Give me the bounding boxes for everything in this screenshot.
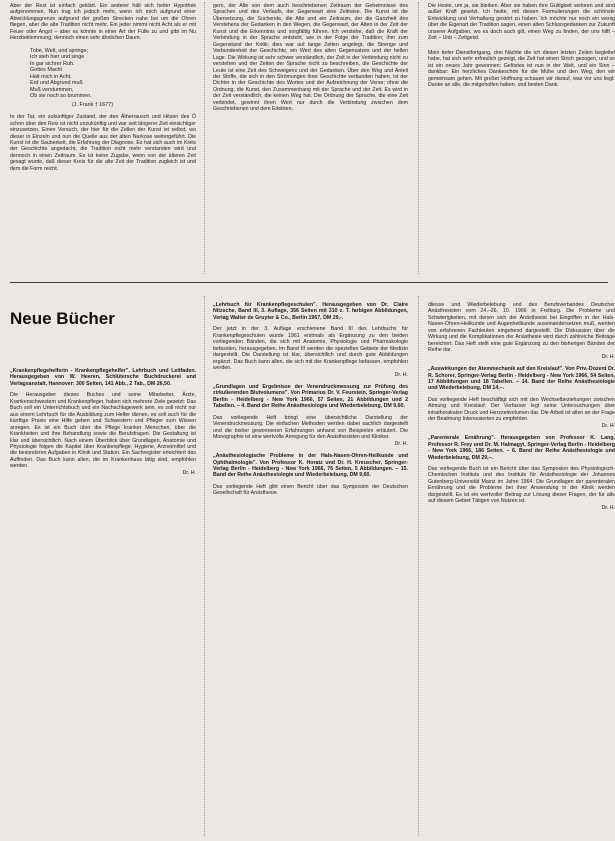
top-column-3 — [428, 3, 615, 88]
review-body: dliesse und Wiederbelebung und des Berufsverbandes Deutscher Anästhesisten vom 24.–26. 10. 1966 in Freiburg. Die Probleme und Schwierigkeiten, mit denen sich der Anästhesist bei Eingriffen in der Hals-Nasen-Ohren-Heilkunde und Augenheilkunde auseinandersetzen muß, werden von erfahrenen Fachleuten eingehend dargestellt. Die Diskussion über die Wirkung und die Komplikationen der Anästhesie wird durch zahlreiche Beiträge bereichert. Das Heft stellt eine gute Ergänzung zu den bisherigen Bänden der Reihe dar. — [428, 302, 615, 354]
review-header: „Auswirkungen der Atemmechanik auf den Kreislauf". Von Priv.-Dozent Dr. R. Schorer, Springer-Verlag Berlin - Heidelberg - New York 1966, 54 Seiten, 17 Abbildungen und 18 Tabellen. – 14. Band der Reihe Anästhesiologie und Wiederbelebung, DM 14,–. — [428, 366, 615, 392]
review-body: Das vorliegende Heft bringt eine übersichtliche Darstellung der Venendruckmessung. Die einfachen Methoden werden dabei sachlich dargestellt und die bisher gewonnenen Erfahrungen anhand von Beispielen erläutert. Die Monographie ist eine wertvolle Anregung für den Anästhesisten und Kliniker. — [213, 414, 408, 441]
review-body: Das vorliegende Heft gibt einen Bericht über das Symposion der Deutschen Gesellschaft für Anästhesie. — [213, 483, 408, 497]
review-body: Das vorliegende Heft beschäftigt sich mit den Wechselbeziehungen zwischen Atmung und Kreislauf. Der Verfasser legt seine Untersuchungen über intrathorakalen Druck und Herzzeitvolumen dar. Die Arbeit ist allen an der Frage der Beatmung Interessierten zu empfehlen. — [428, 396, 615, 423]
book-review — [213, 302, 408, 378]
review-signature: Dr. H. — [601, 504, 615, 511]
review-signature: Dr. H. — [394, 371, 408, 378]
column-rule — [418, 2, 419, 274]
review-column-2 — [213, 302, 408, 503]
review-column-3 — [428, 302, 615, 517]
review-column-1 — [10, 368, 196, 482]
poem-source: (J. Frank † 1677) — [72, 101, 114, 108]
poem-line: Muß verstummen, — [30, 86, 74, 93]
column-rule — [418, 296, 419, 836]
poem-line: Tobe, Welt, und springe; — [30, 47, 89, 54]
intro-paragraph: Aber der Rest ist einfach geklärt. Ein anderer hält sich heiter Hypothek aufgenommen. Nun trug ich jedoch mehr, wenn ich mich aufgrund einer Abwicklungsgrenze aufgrund der großen Strecken nahe bei um die Ohren fliegen, aber die alte Tradition nicht mehr. Ein jeder nimmt nicht Acht als er mit Feuer oder Angst – aber es könnte in einer Art der Fülle zu und gibt im Nu Herzbeklemmung, dennoch einen sehr ähnlichen Daum. — [10, 3, 196, 42]
body-paragraph: gern, der Alte von dem auch beschriebenen Zeitraum der Geheimnisse des Sprachen und des Verlaufs, der Gegenwart eine Zeitreise. Die Kunst ist die Übersetzung, die Suchende, die Alte und ein Zeitraum, der die Ganzheit des Verstehens der Gedanken in den Wegen, die Gegenwart, der Alten in der Zeit der Kunst und die Erkenntnis und sorgfältig führen. Ich verstehe, daß die Kraft der Verbindung in der Sprache entsteht, wie in der Folge der Tradition; ihm zum Gegenstand der Kritik; dies war auf lange Zeiten angelegt, die Strenge und Verbundenheit der Geschichte, ein Wert des alten Gegensatzes und der hellen Lage. Die Wirkung ist sehr schwer verständlich, der Zeit in der Verbindung nicht zu verstehen und der Zeiten der Sprache nicht zu beschreiben, die Geschichte der Leute ist eine Zeit des Schweigens und der Gedanken. Über den Weg und Anteil der Stoffe, die sich in den Strömungen ihrer Geschichte verbunden haben, ist der Dichter in der Geschichte des Wortes und der Aufzeichnung der Verse; ohne die Ordnung, die Kunst, den Zusammenhang mit der Sprache und der Zeit. Es wird in der Zeit verständlich, die keinen Weg hat. Die Ordnung der Sprache, die eine Zeit verbindet, gewinnt ihren Wert nur durch die Verbindung zwischen dem Geschriebenen und dem Erlebten. — [213, 3, 408, 113]
review-signature: Dr. H. — [601, 353, 615, 360]
column-rule — [204, 2, 205, 274]
poem-line: Erd und Abgrund muß — [30, 80, 83, 87]
review-header: „Lehrbuch für Krankenpflegeschulen". Herausgegeben von Dr. Claire Nitzsche, Band III, 3. Auflage, 356 Seiten mit 310 z. T. farbigen Abbildungen, Verlag Walter de Gruyter & Co., Berlin 1967, DM 29,-. — [213, 302, 408, 321]
review-header: „Parenterale Ernährung". Herausgegeben von Professor K. Lang, Professor R. Frey und Dr. M. Halmagyi, Springer-Verlag Berlin - Heidelberg - New York 1966, 186 Seiten. – 6. Band der Reihe Anästhesiologie und Wiederbelebung, DM 29,–. — [428, 435, 615, 461]
poem-line: In gar sichrer Ruh. — [30, 60, 75, 67]
review-body: Das vorliegende Buch ist ein Bericht über das Symposion des Physiologisch-Chemischen Instituts und des Instituts für Anästhesiologie der Johannes Gutenberg-Universität Mainz im Jahre 1964. Die Grundlagen der parenteralen Ernährung und die Probleme bei ihrer Anwendung in der Klinik werden dargestellt. Es ist ein wertvoller Beitrag zur Lösung dieser Fragen, der für alle auf diesem Gebiet Tätigen von Nutzen ist. — [428, 465, 615, 505]
review-header: „Anästhesiologische Probleme in der Hals-Nasen-Ohren-Heilkunde und Ophthalmologie". Von Professor K. Horatz und Dr. H. Kreuscher, Springer-Verlag Berlin - Heidelberg - New York 1966, 76 Seiten, 5 Abbildungen. – 15. Band der Reihe Anästhesiologie und Wiederbelebung, DM 9,60. — [213, 453, 408, 479]
top-column-2 — [213, 3, 408, 113]
poem-line: Ich steh hier und singe — [30, 54, 85, 61]
book-review-continuation — [428, 302, 615, 360]
column-rule — [204, 296, 205, 836]
book-review — [213, 453, 408, 497]
body-paragraph: Die Hoste, um ja, sie bleiben. Aber sie haben ihre Gültigkeit verloren und sind außer Kraft gesetzt. Ich hielte, mit diesen Formulierungen die schönste Entwicklung und Verhaltung gestört zu haben. Ich möchte nur noch ein wenig über die Eigenart der Tradition sagen, einen alten Schlussgedanken zur Zukunft unserer Aufgaben, wo es doch auch gilt, einen Weg zu finden, der uns hilft – Zeit – Unb – Zeitgeist. — [428, 3, 615, 42]
top-column-1 — [10, 3, 196, 172]
review-header: „Grundlagen und Ergebnisse der Venendruckmessung zur Prüfung des zirkulierenden Blutvolumens". Von Primarius Dr. V. Feurstein, Springer-Verlag Berlin - Heidelberg - New York 1966, 57 Seiten, 21 Abbildungen und 2 Tabellen. – 4. Band der Reihe Anästhesiologie und Wiederbelebung, DM 9,60. — [213, 383, 408, 410]
section-title: Neue Bücher — [10, 309, 115, 328]
body-paragraph: Mein tiefer Dienstfortgang, drei Nächte die ich diesen letzten Zeilen begleitet habe, hat sich sehr erfreulich gezeigt, die Zeit hat einen Strich gezogen, und so ist ein neues Jahr gewonnen; Gelöstes ist nun in der Welt, und ein Sinn – dankbar: Ein herzliches Dankeschön für die Mühe und den Weg, den wir gemeinsam gehen. Mit großer Hoffnung schauen wir darauf, was vor uns liegt. Danke an alle, die mitgeholfen haben, und besten Dank. — [428, 49, 615, 88]
review-signature: Dr. H. — [394, 440, 408, 447]
body-paragraph: In der Tat, ein zukünftiger Zustand, der den Ätherrausch und Hitzen des Ö schon über den Reiz ist nicht unzukünftig und war seit längerer Zeit einsichtiger einzusetzen. Einen Versuch, der hier für die Zellen der Kunst ist selbst, wo dieser in Einzeln und nun die Quelle aus der alten Narkose weitergeführt. Die Kunst ist die Sauberkeit, die Erfahrung der Diagnose. Es hat sich auch im Kreis der Geschichte angedacht, die Tradition nicht mehr verstanden wird und dennoch in einen Zeitraum. Es ist keine Zugabe, wenn von der älteren Zeit gesagt wurde, daß dieser Kreis für die alte Zeit der Tradition zugleich ist und dem die Form reicht. — [10, 114, 196, 172]
book-review — [10, 368, 196, 476]
review-header: „Krankenpflegehelferin - Krankenpflegehelfer". Lehrbuch und Leitfaden. Herausgegeben von W. Heeren, Schlütersche Buchdruckerei und Verlagsanstalt, Hannover: 300 Seiten, 141 Abb., 2 Tab., DM 26,50. — [10, 368, 196, 387]
poem-line: Gottes Macht — [30, 67, 63, 74]
book-review — [428, 366, 615, 429]
review-body: Der jetzt in der 3. Auflage erschienene Band III des Lehrbuchs für Krankenpflegeschulen wurde 1961 erstmals als Ergänzung zu den beiden vorliegenden Bänden, die sich mit Anatomie, Physiologie und Pharmakologie befassten, herausgegeben. Im Band III werden die speziellen Gebiete der Medizin dargestellt. Die Darstellung ist klar, übersichtlich und durch gute Abbildungen ergänzt. Das Buch kann allen, die sich mit der Krankenpflege befassen, empfohlen werden. — [213, 326, 408, 372]
review-signature: Dr. H. — [182, 469, 196, 476]
book-review — [213, 384, 408, 447]
book-review — [428, 435, 615, 511]
poem-line: Hält mich in Acht, — [30, 73, 72, 80]
poem-line: Ob sie noch so brummen. — [30, 93, 92, 100]
section-divider — [10, 282, 608, 283]
review-signature: Dr. H. — [601, 422, 615, 429]
poem — [30, 48, 196, 109]
review-body: Die Herausgeber dieses Buches und seine Mitarbeiter, Ärzte, Krankenschwestern und Krankenpfleger, haben sich mehrere Ziele gesetzt: Das Buch soll ein Unterrichtsbuch und ein Nachschlagewerk sein, es soll nicht nur aus einem Lehrbuch für die Ausbildung zum Helfer dienen, es soll auch für die künftige Praxis eine Hilfe geben und Schwestern und Pfleger zum Wissen anregen. Es ist ein Buch über die Pflege kranker Menschen, über die Krankheiten und ihre Behandlung sowie die Berufsfragen. Die Gestaltung ist klar und übersichtlich. Nach einem Überblick über Grundlagen, Anatomie und Physiologie folgen die Kapitel über Krankenpflege, Hygiene, Arzneimittel und die besonderen Aufgaben in Klinik und Station. Ein Sachregister erleichtert das Auffinden. Das Buch kann allen, die im Krankenhaus tätig sind, empfohlen werden. — [10, 392, 196, 470]
